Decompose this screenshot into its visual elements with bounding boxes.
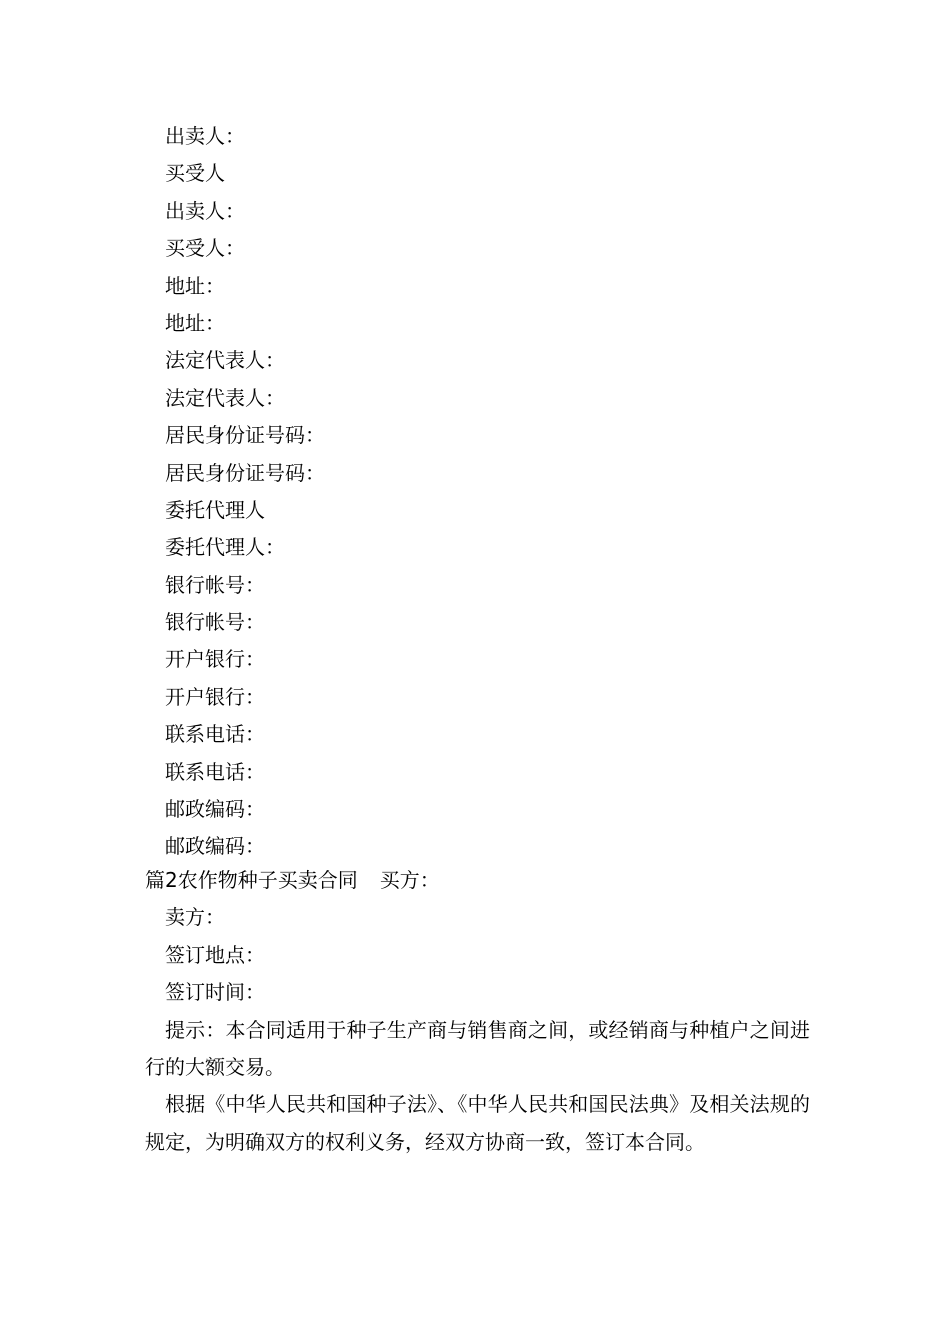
field-phone: 联系电话： (165, 722, 265, 747)
field-phone: 联系电话： (165, 759, 265, 784)
field-signing-time: 签订时间： (165, 980, 265, 1005)
field-postcode: 邮政编码： (165, 834, 265, 859)
field-bank-account: 银行帐号： (165, 572, 265, 597)
field-buyer-side: 买方： (379, 868, 440, 892)
field-legal-representative: 法定代表人： (165, 385, 285, 410)
notice-paragraph: 提示：本合同适用于种子生产商与销售商之间，或经销商与种植户之间进行的大额交易。 (145, 1017, 810, 1079)
section-heading (145, 862, 810, 899)
contract-section-2 (145, 862, 810, 1161)
field-id-number: 居民身份证号码： (165, 423, 325, 448)
field-agent: 委托代理人 (165, 497, 265, 522)
signing-info-list (165, 899, 810, 1011)
field-seller: 出卖人： (165, 198, 245, 223)
field-seller: 出卖人： (165, 124, 245, 148)
field-id-number: 居民身份证号码： (165, 460, 325, 485)
field-bank: 开户银行： (165, 647, 265, 672)
section-prefix: 篇 (145, 868, 165, 892)
section-number: 2 (165, 868, 178, 892)
field-seller-side: 卖方： (165, 905, 225, 930)
field-bank-account: 银行帐号： (165, 610, 265, 635)
field-address: 地址： (165, 273, 225, 298)
field-postcode: 邮政编码： (165, 797, 265, 822)
field-legal-representative: 法定代表人： (165, 348, 285, 373)
field-bank: 开户银行： (165, 684, 265, 709)
party-info-list (165, 118, 815, 866)
field-agent: 委托代理人： (165, 535, 285, 560)
field-buyer: 买受人 (165, 161, 225, 186)
basis-paragraph: 根据《中华人民共和国种子法》、《中华人民共和国民法典》及相关法规的规定，为明确双方的权利义务，经双方协商一致，签订本合同。 (145, 1092, 810, 1154)
section-title: 农作物种子买卖合同 (177, 868, 358, 892)
field-buyer: 买受人： (165, 236, 245, 261)
field-address: 地址： (165, 310, 225, 335)
field-signing-place: 签订地点： (165, 942, 265, 967)
